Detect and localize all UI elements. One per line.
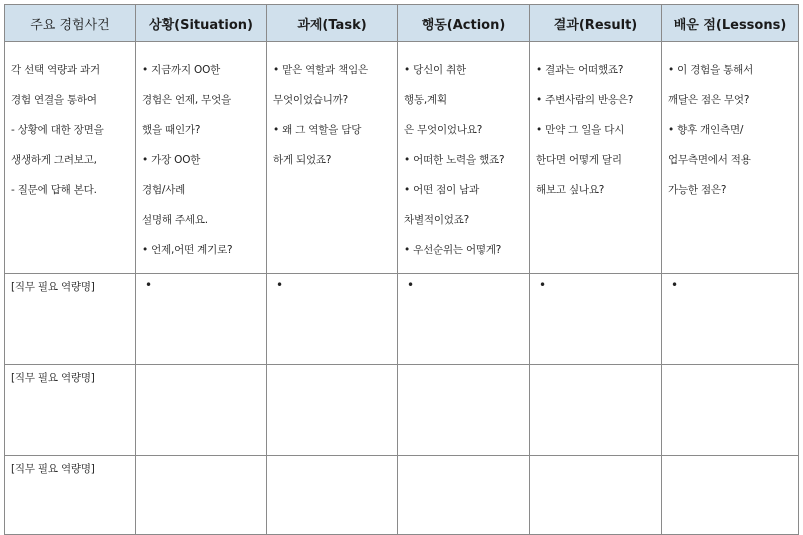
guide-line: 경험은 언제, 무엇을: [142, 94, 231, 106]
guide-line: 가능한 점은?: [668, 184, 727, 196]
competency-name-label: [직무 필요 역량명]: [11, 281, 95, 293]
guide-line: • 가장 OO한: [142, 154, 201, 166]
task-input-cell[interactable]: [267, 365, 398, 456]
competency-row-1: [5, 274, 799, 365]
guide-row: [5, 42, 799, 274]
lessons-input-cell[interactable]: [662, 274, 799, 365]
task-input-cell[interactable]: [267, 274, 398, 365]
competency-name-label: [직무 필요 역량명]: [11, 463, 95, 475]
guide-cell-task[interactable]: [267, 42, 398, 274]
action-input-cell[interactable]: [398, 456, 530, 535]
bullet-marker: •: [145, 278, 153, 292]
header-action: 행동(Action): [398, 5, 530, 42]
guide-line: • 당신이 취한: [404, 64, 466, 76]
result-input-cell[interactable]: [530, 274, 662, 365]
guide-cell-situation[interactable]: [136, 42, 267, 274]
guide-line: 설명해 주세요.: [142, 214, 208, 226]
header-situation: 상황(Situation): [136, 5, 267, 42]
bullet-marker: [662, 456, 798, 460]
bullet-marker: [136, 456, 266, 460]
guide-line: • 향후 개인측면/: [668, 124, 744, 136]
bullet-marker: [267, 365, 397, 369]
action-input-cell[interactable]: [398, 274, 530, 365]
guide-cell-key-event[interactable]: [5, 42, 136, 274]
competency-name-cell[interactable]: [5, 274, 136, 365]
guide-line: • 주변사람의 반응은?: [536, 94, 634, 106]
guide-line: 깨달은 점은 무엇?: [668, 94, 750, 106]
guide-line: 경험/사례: [142, 184, 186, 196]
header-task: 과제(Task): [267, 5, 398, 42]
bullet-marker: [136, 365, 266, 369]
bullet-marker: [662, 365, 798, 369]
result-input-cell[interactable]: [530, 456, 662, 535]
guide-line: • 우선순위는 어떻게?: [404, 244, 502, 256]
guide-line: 하게 되었죠?: [273, 154, 332, 166]
header-row: [5, 5, 799, 42]
guide-cell-action[interactable]: [398, 42, 530, 274]
competency-row-3: [5, 456, 799, 535]
guide-line: 무엇이었습니까?: [273, 94, 348, 106]
guide-line: 행동,계획: [404, 94, 447, 106]
bullet-marker: [398, 456, 529, 460]
guide-line: 해보고 싶나요?: [536, 184, 605, 196]
competency-name-label: [직무 필요 역량명]: [11, 372, 95, 384]
bullet-marker: [530, 456, 661, 460]
guide-line: 생생하게 그려보고,: [11, 154, 97, 166]
lessons-input-cell[interactable]: [662, 365, 799, 456]
guide-line: • 어떠한 노력을 했죠?: [404, 154, 505, 166]
task-input-cell[interactable]: [267, 456, 398, 535]
situation-input-cell[interactable]: [136, 365, 267, 456]
guide-line: 했을 때인가?: [142, 124, 201, 136]
result-input-cell[interactable]: [530, 365, 662, 456]
guide-line: 각 선택 역량과 과거: [11, 64, 100, 76]
bullet-marker: [267, 456, 397, 460]
bullet-marker: [530, 365, 661, 369]
guide-line: 업무측면에서 적용: [668, 154, 751, 166]
experience-worksheet-table: [4, 4, 799, 535]
guide-line: • 왜 그 역할을 담당: [273, 124, 362, 136]
guide-line: • 언제,어떤 계기로?: [142, 244, 233, 256]
guide-line: 경험 연결을 통하여: [11, 94, 97, 106]
bullet-marker: •: [407, 278, 415, 292]
guide-line: • 만약 그 일을 다시: [536, 124, 625, 136]
competency-name-cell[interactable]: [5, 365, 136, 456]
bullet-marker: •: [539, 278, 547, 292]
situation-input-cell[interactable]: [136, 274, 267, 365]
guide-cell-lessons[interactable]: [662, 42, 799, 274]
guide-line: - 질문에 답해 본다.: [11, 184, 97, 196]
header-key-event: 주요 경험사건: [5, 5, 136, 42]
competency-row-2: [5, 365, 799, 456]
bullet-marker: •: [276, 278, 284, 292]
situation-input-cell[interactable]: [136, 456, 267, 535]
bullet-marker: •: [671, 278, 679, 292]
action-input-cell[interactable]: [398, 365, 530, 456]
bullet-marker: [398, 365, 529, 369]
competency-name-cell[interactable]: [5, 456, 136, 535]
guide-line: • 이 경험을 통해서: [668, 64, 754, 76]
guide-line: • 지금까지 OO한: [142, 64, 221, 76]
guide-line: • 결과는 어떠했죠?: [536, 64, 624, 76]
header-result: 결과(Result): [530, 5, 662, 42]
guide-line: • 어떤 점이 남과: [404, 184, 480, 196]
guide-line: 한다면 어떻게 달리: [536, 154, 622, 166]
lessons-input-cell[interactable]: [662, 456, 799, 535]
guide-line: 차별적이었죠?: [404, 214, 470, 226]
guide-line: - 상황에 대한 장면을: [11, 124, 104, 136]
guide-cell-result[interactable]: [530, 42, 662, 274]
guide-line: 은 무엇이었나요?: [404, 124, 483, 136]
guide-line: • 맡은 역할과 책임은: [273, 64, 368, 76]
header-lessons: 배운 점(Lessons): [662, 5, 799, 42]
